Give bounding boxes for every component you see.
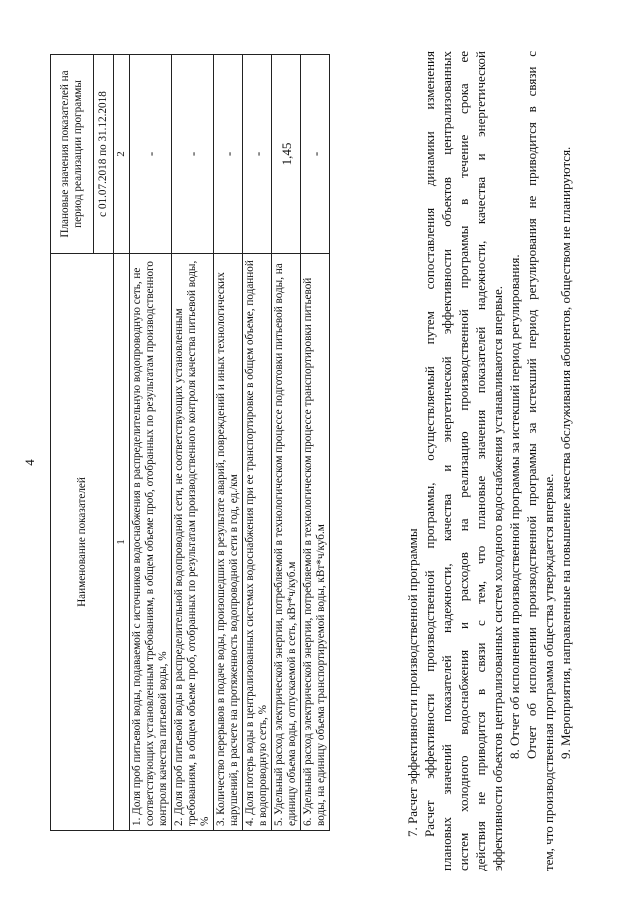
header-period: с 01.07.2018 по 31.12.2018 [94,55,114,254]
indicator-name: 3. Количество перерывов в подаче воды, произошедших в результате аварий, повреждений и иных технологических нарушений, в расчете на протяженность водопроводной сети в год, ед./км [214,254,243,831]
section-9-heading: 9. Мероприятия, направленные на повышение качества обслуживания абонентов, обществом не планируются. [558,146,573,759]
section-7-line: действия не приводится в связи с тем, что плановые значения показателей надежности, качества и энергетической [473,51,488,871]
section-8-heading: 8. Отчет об исполнении производственной программы за истекший период регулирования. [507,254,522,759]
section-7-line: плановых значений показателей надежности, качества и энергетической эффективности объектов централизованных [439,51,454,871]
table-row [243,55,272,831]
table-header-row [51,55,94,831]
section-8-line: тем, что производственная программа общества утверждается впервые. [541,473,556,871]
section-7-line: систем холодного водоснабжения и расходов на реализацию производственной программы в течение срока ее [456,51,471,871]
indicators-table [50,54,330,831]
section-7-line: Расчет эффективности производственной программы, осуществляемый путем сопоставления динамики изменения [422,51,437,837]
table-row [172,55,214,831]
page-number: 4 [22,459,37,466]
indicator-name: 5. Удельный расход электрической энергии, потребляемой в технологическом процессе подготовки питьевой воды, на единицу объема воды, отпускаемой в сеть, кВт*ч/куб.м [272,254,301,831]
indicator-name: 4. Доля потерь воды в централизованных системах водоснабжения при ее транспортировке в общем объеме, поданной в водопроводную сеть, % [243,254,272,831]
indicator-name: 6. Удельный расход электрической энергии, потребляемой в технологическом процессе транспортировки питьевой воды, на единицу объема транспортируемой воды, кВт*ч/куб.м [301,254,330,831]
indicator-value: - [172,55,214,254]
body-text [404,51,574,871]
table-row [301,55,330,831]
indicator-name: 1. Доля проб питьевой воды, подаваемой с источников водоснабжения в распределительную водопроводную сеть, не соответствующих установленным требованиям, в общем объеме проб, отобранных по результатам производственного контроля качества питьевой воды, % [130,254,172,831]
indicator-value: 1,45 [272,55,301,254]
section-7-heading: 7. Расчет эффективности производственной программы [405,528,420,837]
rotated-content [22,40,606,885]
column-number-2: 2 [114,55,130,254]
table-row [214,55,243,831]
indicator-value: - [243,55,272,254]
indicator-name: 2. Доля проб питьевой воды в распределительной водопроводной сети, не соответствующих установленным требованиям, в общем объеме проб, отобранных по результатам производственного контроля качества питьевой воды, % [172,254,214,831]
section-7-line: эффективности объектов централизованных систем холодного водоснабжения устанавливаются впервые. [490,286,505,871]
indicator-value: - [214,55,243,254]
table-row [130,55,172,831]
header-planned-values: Плановые значения показателей на период реализации программы [51,55,94,254]
indicator-value: - [301,55,330,254]
section-8-line: Отчет об исполнении производственной программы за истекший период регулирования не приводится в связи с [524,51,539,759]
indicator-value: - [130,55,172,254]
header-indicator-name: Наименование показателей [51,254,114,831]
table-number-row [114,55,130,831]
table-row [272,55,301,831]
column-number-1: 1 [114,254,130,831]
